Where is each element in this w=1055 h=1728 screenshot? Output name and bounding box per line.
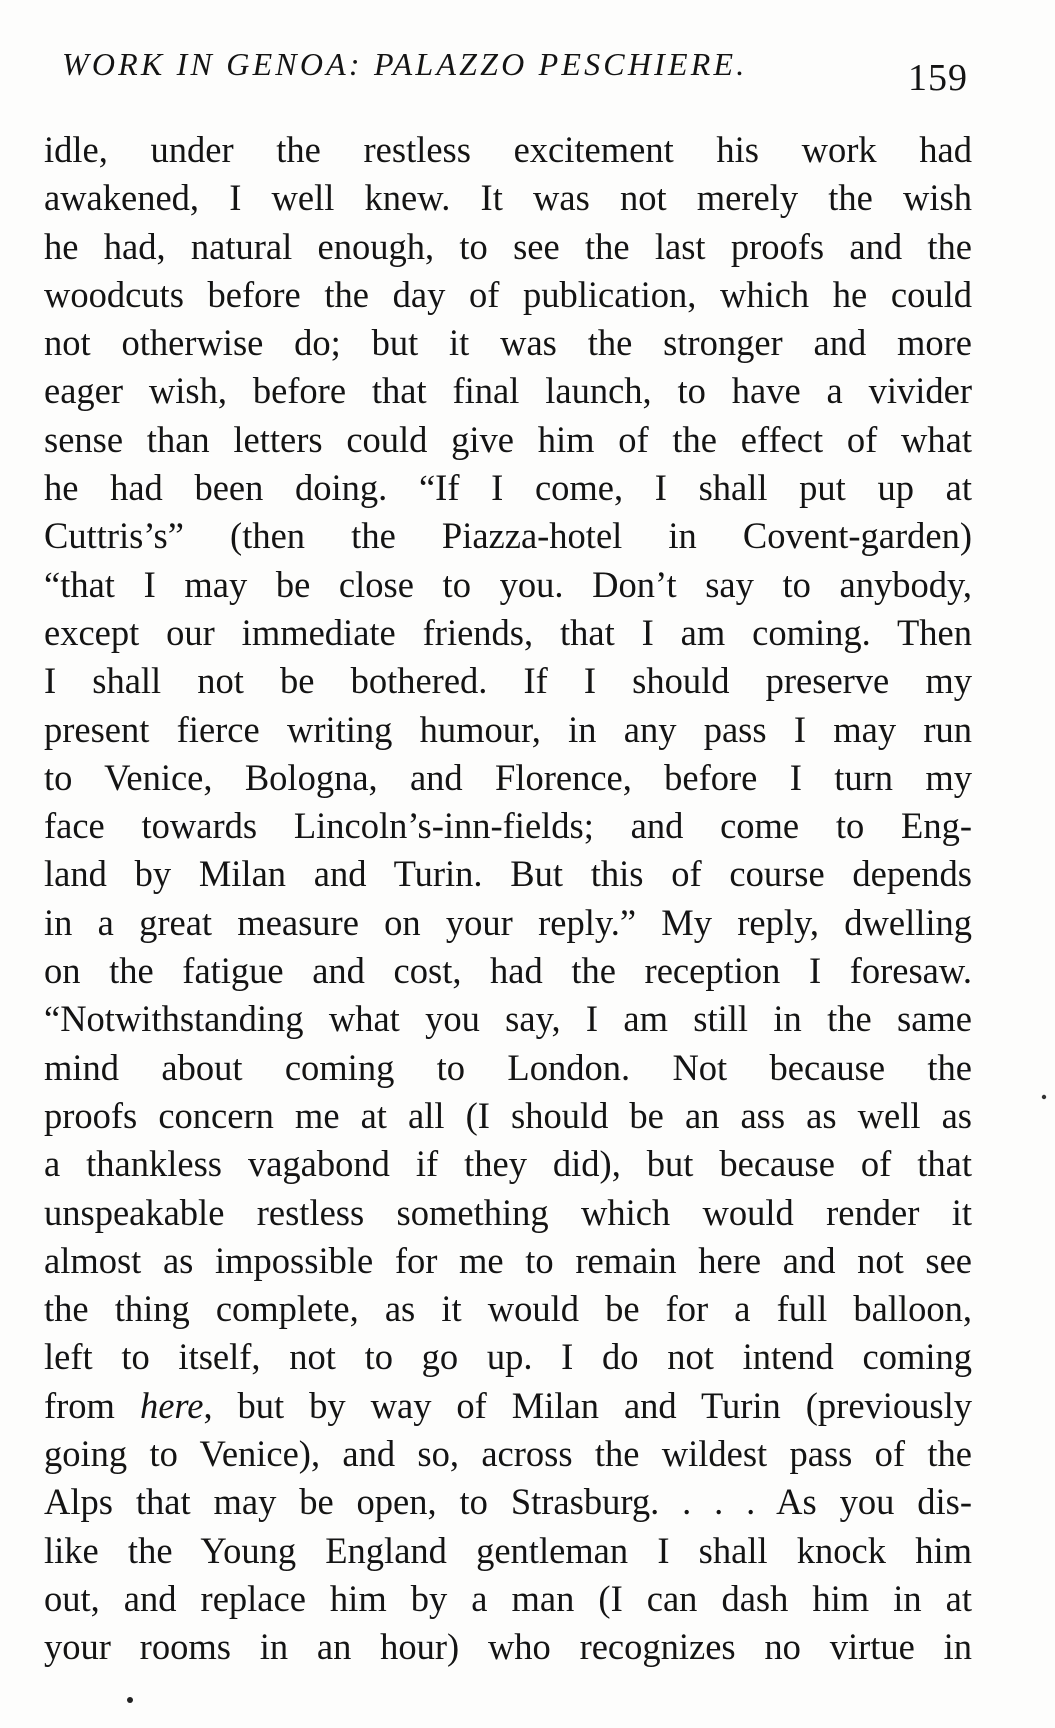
text-line: the thing complete, as it would be for a full balloon,	[44, 1288, 972, 1330]
text-line: land by Milan and Turin. But this of course depends	[44, 853, 972, 895]
running-head	[62, 46, 978, 106]
running-title: WORK IN GENOA: PALAZZO PESCHIERE.	[62, 46, 748, 82]
text-line: almost as impossible for me to remain here and not see	[44, 1239, 972, 1281]
text-line: sense than letters could give him of the effect of what	[44, 418, 972, 460]
text-line: left to itself, not to go up. I do not intend coming	[44, 1336, 972, 1378]
ink-speck	[1042, 1095, 1046, 1099]
text-line: your rooms in an hour) who recognizes no virtue in	[44, 1626, 972, 1668]
text-line: “that I may be close to you. Don’t say to anybody,	[44, 563, 972, 605]
text-line: a thankless vagabond if they did), but because of that	[44, 1143, 972, 1185]
emphasized-word: here	[139, 1384, 204, 1426]
text-line: mind about coming to London. Not because the	[44, 1046, 972, 1088]
ink-speck	[127, 1697, 133, 1703]
text-line: face towards Lincoln’s-inn-fields; and come to Eng-	[44, 805, 972, 847]
text-line: woodcuts before the day of publication, which he could	[44, 273, 972, 315]
page-number: 159	[908, 57, 968, 99]
text-line: going to Venice), and so, across the wildest pass of the	[44, 1433, 972, 1475]
text-line: in a great measure on your reply.” My reply, dwelling	[44, 901, 972, 943]
text-line: like the Young England gentleman I shall knock him	[44, 1529, 972, 1571]
text-line: unspeakable restless something which would render it	[44, 1191, 972, 1233]
text-line: eager wish, before that final launch, to have a vivider	[44, 370, 972, 412]
text-line: idle, under the restless excitement his work had	[44, 129, 972, 170]
text-line: from here, but by way of Milan and Turin (previously	[44, 1384, 972, 1426]
text-line: out, and replace him by a man (I can dash him in at	[44, 1577, 972, 1619]
text-line: present fierce writing humour, in any pass I may run	[44, 708, 972, 750]
text-line: to Venice, Bologna, and Florence, before I turn my	[44, 756, 972, 798]
text-line: on the fatigue and cost, had the reception I foresaw.	[44, 950, 972, 992]
text-line: he had, natural enough, to see the last proofs and the	[44, 225, 972, 267]
text-line: proofs concern me at all (I should be an ass as well as	[44, 1094, 972, 1136]
text-line: awakened, I well knew. It was not merely the wish	[44, 177, 972, 219]
text-line: Cuttris’s” (then the Piazza-hotel in Covent-garden)	[44, 515, 972, 557]
text-line: “Notwithstanding what you say, I am still in the same	[44, 998, 972, 1040]
body-text	[44, 126, 972, 1672]
text-line: Alps that may be open, to Strasburg. . . . As you dis-	[44, 1481, 972, 1523]
text-line: I shall not be bothered. If I should preserve my	[44, 660, 972, 702]
text-line: except our immediate friends, that I am coming. Then	[44, 611, 972, 653]
text-line: not otherwise do; but it was the stronger and more	[44, 322, 972, 364]
text-line: he had been doing. “If I come, I shall put up at	[44, 467, 972, 509]
